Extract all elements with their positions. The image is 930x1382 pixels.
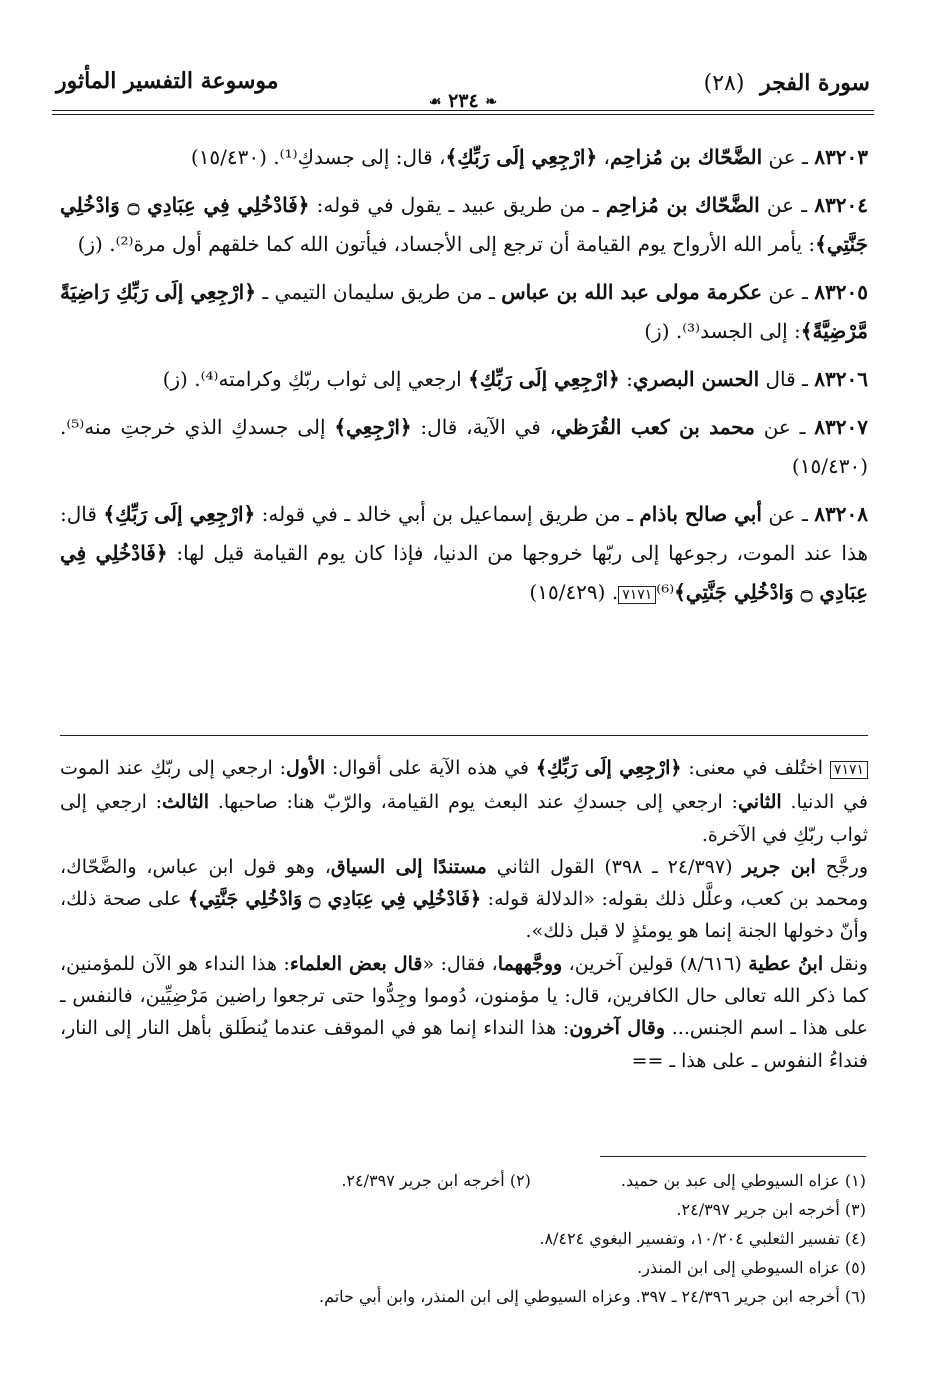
opinion-label: الثاني bbox=[737, 791, 782, 814]
text: في هذه الآية على أقوال: bbox=[325, 757, 536, 779]
footnote-line bbox=[60, 1166, 866, 1195]
ornament-icon: ❧ bbox=[485, 94, 498, 110]
quran-quote: ﴿فَادْخُلِي فِي عِبَادِي ۝ وَادْخُلِي جَنَّتِي﴾ bbox=[188, 888, 482, 911]
commentary-marker: ٧١٧١ bbox=[618, 586, 656, 604]
text: إلى جسدكِ الذي خرجتِ منه bbox=[84, 415, 335, 439]
scholar-name: ابنُ عطية bbox=[748, 952, 824, 975]
text: : إلى الجسد bbox=[700, 319, 801, 343]
narrations bbox=[60, 138, 868, 624]
text: قال: هذا عند الموت، رجوعها إلى ربّها خروجها من الدنيا، فإذا كان يوم القيامة قيل لها: bbox=[60, 502, 868, 565]
text: ورجَّح bbox=[815, 855, 869, 878]
quran-quote: ﴿فَادْخُلِي فِي عِبَادِي ۝ وَادْخُلِي جَنَّتِي﴾ bbox=[60, 541, 868, 604]
narrator-name: الحسن البصري bbox=[632, 367, 760, 391]
text: ـ عن bbox=[759, 193, 815, 217]
narration-number: ٨٣٢٠٧ bbox=[814, 415, 868, 439]
narration-number: ٨٣٢٠٦ bbox=[814, 367, 868, 391]
emphasis: قال بعض العلماء bbox=[289, 952, 423, 975]
volume-reference: (١٥/٤٣٠) bbox=[791, 454, 868, 478]
section-divider bbox=[60, 735, 868, 736]
volume-reference: (ز) bbox=[644, 319, 670, 343]
quran-quote: ﴿ارْجِعِي إلَى رَبِّكِ﴾ bbox=[103, 502, 256, 526]
text: ـ من طريق إسماعيل بن أبي خالد ـ في قوله: bbox=[255, 502, 640, 526]
footnote-marker: ⁽¹⁾. bbox=[266, 145, 298, 169]
volume-reference: (١٥/٤٢٩) bbox=[529, 580, 606, 604]
narration-entry bbox=[60, 186, 868, 264]
page-number-text: ٢٣٤ bbox=[448, 90, 479, 112]
quran-quote: ﴿ارْجِعِي﴾ bbox=[334, 415, 412, 439]
volume-reference: (١٥/٤٣٠) bbox=[190, 145, 267, 169]
text: : bbox=[619, 367, 633, 391]
commentary-paragraph bbox=[60, 851, 868, 948]
narrator-name: أبي صالح باذام bbox=[639, 502, 762, 526]
volume-reference: (ز) bbox=[162, 367, 188, 391]
narration-entry bbox=[60, 138, 868, 177]
narrator-name: عكرمة مولى عبد الله بن عباس bbox=[501, 280, 763, 304]
text: : ارجعي إلى جسدكِ عند البعث يوم القيامة، والرّبّ هنا: صاحبها. bbox=[209, 791, 738, 814]
text: ، فقال: « bbox=[422, 952, 498, 975]
scholar-name: ابن جرير bbox=[742, 855, 816, 878]
text: ـ عن bbox=[762, 145, 815, 169]
text: ، في الآية، قال: bbox=[411, 415, 557, 439]
quran-quote: ﴿فَادْخُلِي فِي عِبَادِي ۝ وَادْخُلِي جَنَّتِي﴾ bbox=[60, 193, 868, 256]
text: ـ عن bbox=[761, 502, 815, 526]
narration-entry bbox=[60, 408, 868, 486]
book-title: موسوعة التفسير المأثور bbox=[56, 68, 279, 94]
text: : هذا النداء إنما هو في الموقف عندما يُنطَلق بأهل النار إلى النار، فنداءُ النفوس ـ على هذا ـ == bbox=[60, 1017, 868, 1072]
surah-name: سورة الفجر bbox=[760, 70, 870, 96]
quran-quote: ﴿ارْجِعِي إلَى رَبِّكِ﴾ bbox=[535, 757, 682, 779]
text: ، وهو قول ابن عباس، والضَّحّاك، ومحمد بن كعب، وعلَّل ذلك بقوله: «الدلالة قوله: bbox=[60, 855, 869, 911]
emphasis: ووجَّههما bbox=[497, 952, 563, 975]
narrator-name: الضَّحّاك بن مُزاحِم bbox=[610, 145, 763, 169]
footnote-6: (٦) أخرجه ابن جرير ٢٤/٣٩٦ ـ ٣٩٧. وعزاه السيوطي إلى ابن المنذر، وابن أبي حاتم. bbox=[318, 1287, 866, 1306]
footnote-marker: ⁽²⁾. bbox=[102, 232, 134, 256]
emphasis: مستندًا إلى السياق bbox=[330, 855, 487, 878]
header-rule bbox=[52, 110, 874, 111]
narration-number: ٨٣٢٠٥ bbox=[814, 280, 869, 304]
narration-number: ٨٣٢٠٨ bbox=[814, 502, 869, 526]
footnotes bbox=[60, 1166, 866, 1311]
text: ـ من طريق سليمان التيمي ـ bbox=[255, 280, 502, 304]
opinion-label: الأول bbox=[286, 757, 326, 779]
surah-number: (٢٨) bbox=[703, 71, 745, 96]
page-header bbox=[52, 64, 874, 116]
text: ـ عن bbox=[754, 415, 815, 439]
footnote-marker: ⁽⁴⁾. bbox=[187, 367, 219, 391]
emphasis: وقال آخرون bbox=[569, 1017, 666, 1040]
text: : ارجعي إلى ثواب ربّكِ في الآخرة. bbox=[60, 791, 868, 846]
text: : يأمر الله الأرواح يوم القيامة أن ترجع إلى الأجساد، فيأتون الله كما خلقهم أول مرة bbox=[133, 232, 816, 256]
opinion-label: الثالث bbox=[162, 791, 210, 814]
quran-quote: ﴿ارْجِعِي إلَى رَبِّكِ﴾ bbox=[445, 145, 598, 169]
text: ، قال: إلى جسدكِ bbox=[297, 145, 446, 169]
footnote-marker: ⁽³⁾. bbox=[669, 319, 701, 343]
text: ـ من طريق عبيد ـ يقول في قوله: bbox=[309, 193, 606, 217]
text: ـ قال bbox=[759, 367, 815, 391]
text: (٨/٦١٦) قولين آخرين، bbox=[562, 952, 749, 975]
text: ، bbox=[597, 145, 610, 169]
narrator-name: محمد بن كعب القُرَظي bbox=[556, 415, 755, 439]
text: . bbox=[605, 580, 619, 604]
footnote-3: (٣) أخرجه ابن جرير ٢٤/٣٩٧. bbox=[676, 1200, 866, 1219]
text: اختُلف في معنى: bbox=[681, 757, 830, 779]
volume-reference: (ز) bbox=[77, 232, 103, 256]
header-rule bbox=[52, 114, 874, 115]
editor-commentary bbox=[60, 752, 868, 1077]
quran-quote: ﴿ارْجِعِي إلَى رَبِّكِ رَاضِيَةً مَّرْضِيَّةً﴾ bbox=[60, 280, 868, 343]
narrator-name: الضَّحّاك بن مُزاحِم bbox=[605, 193, 760, 217]
footnote-4: (٤) تفسير الثعلبي ١٠/٢٠٤، وتفسير البغوي ٨/٤٢٤. bbox=[539, 1229, 866, 1248]
footnote-1: (١) عزاه السيوطي إلى عبد بن حميد. bbox=[620, 1171, 866, 1190]
text: : ارجعي إلى ربّكِ عند الموت في الدنيا. bbox=[60, 757, 869, 814]
narration-number: ٨٣٢٠٤ bbox=[814, 193, 868, 217]
text: ونقل bbox=[823, 952, 868, 975]
text: ارجعي إلى ثواب ربّكِ وكرامته bbox=[218, 367, 469, 391]
footnote-marker: ⁽⁶⁾ bbox=[656, 580, 675, 604]
footnote-rule bbox=[600, 1156, 866, 1157]
commentary-paragraph bbox=[60, 948, 868, 1077]
narration-entry bbox=[60, 495, 868, 615]
text: ـ عن bbox=[762, 280, 815, 304]
text: (٢٤/٣٩٧ ـ ٣٩٨) القول الثاني bbox=[486, 855, 743, 878]
commentary-marker: ٧١٧١ bbox=[830, 761, 868, 779]
footnote-5: (٥) عزاه السيوطي إلى ابن المنذر. bbox=[637, 1258, 866, 1277]
quran-quote: ﴿ارْجِعِي إلَى رَبِّكِ﴾ bbox=[468, 367, 620, 391]
footnote-marker: ⁽⁵⁾. bbox=[60, 415, 85, 439]
narration-entry bbox=[60, 273, 868, 351]
narration-number: ٨٣٢٠٣ bbox=[814, 145, 868, 169]
commentary-paragraph bbox=[60, 752, 868, 851]
ornament-icon: ☙ bbox=[428, 94, 442, 110]
text: على صحة ذلك، وأنّ دخولها الجنة إنما هو يومئذٍ لا قبل ذلك». bbox=[60, 888, 868, 943]
footnote-2: (٢) أخرجه ابن جرير ٢٤/٣٩٧. bbox=[341, 1171, 531, 1190]
text: : هذا النداء هو الآن للمؤمنين، كما ذكر الله تعالى حال الكافرين، قال: يا مؤمنون، دُوموا وجِدُّوا حتى ترجعوا راضين مَرْضِيِّين، فالنفس ـ على هذا ـ اسم الجنس... bbox=[60, 952, 868, 1040]
narration-entry bbox=[60, 360, 868, 399]
